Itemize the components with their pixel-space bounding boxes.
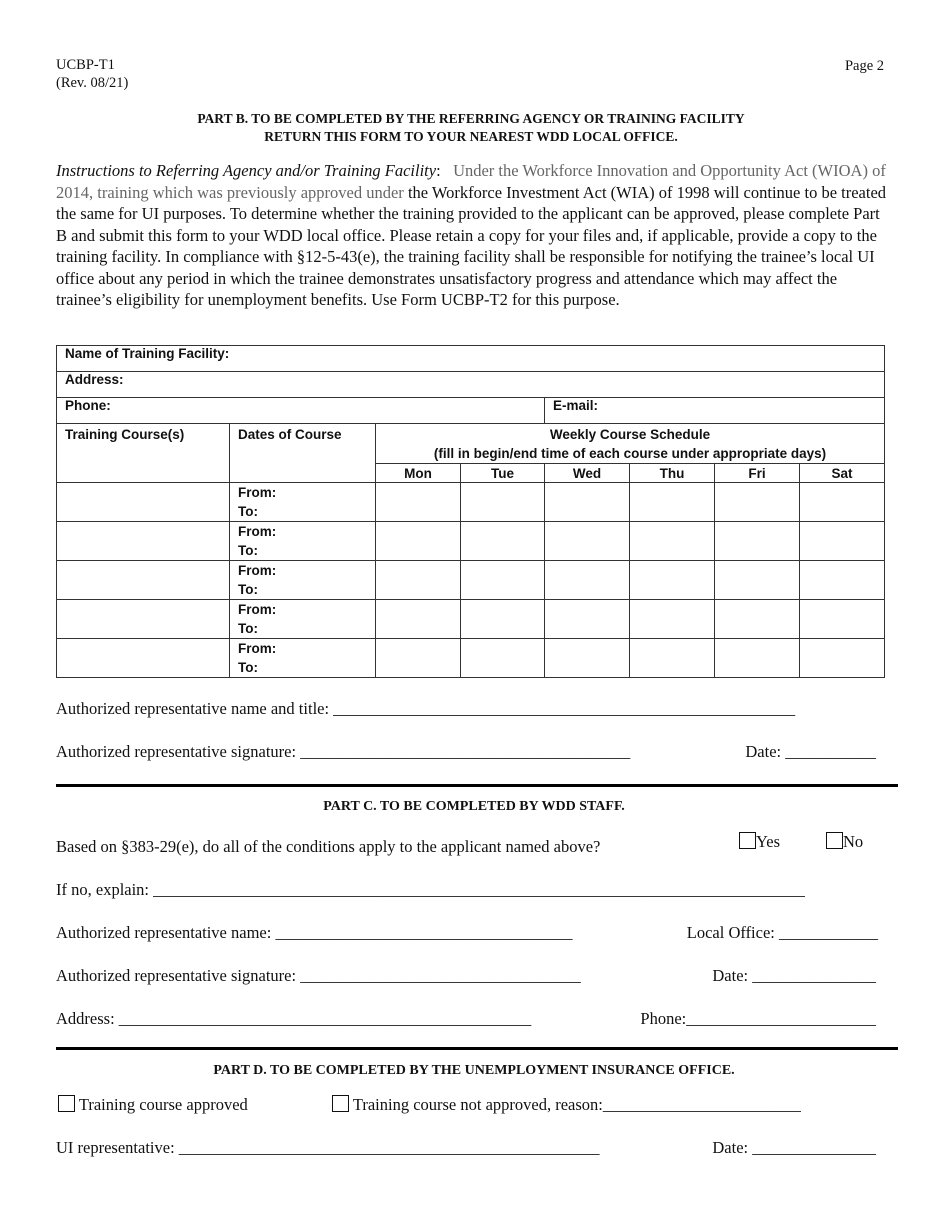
fri-cell[interactable] bbox=[715, 561, 800, 600]
thu-cell[interactable] bbox=[630, 600, 715, 639]
address-field[interactable] bbox=[57, 372, 885, 398]
form-id bbox=[56, 56, 128, 92]
email-field[interactable] bbox=[545, 398, 885, 424]
sat-cell[interactable] bbox=[800, 522, 885, 561]
wed-cell[interactable] bbox=[545, 522, 630, 561]
sat-cell[interactable] bbox=[800, 600, 885, 639]
course-row bbox=[57, 561, 885, 600]
fri-cell[interactable] bbox=[715, 522, 800, 561]
schedule-title: Weekly Course Schedule bbox=[549, 427, 711, 442]
phone-label: Phone: bbox=[65, 398, 111, 413]
part-d-title: PART D. TO BE COMPLETED BY THE UNEMPLOYMENT INSURANCE OFFICE. bbox=[213, 1063, 735, 1078]
local-office-field[interactable]: Local Office: ____________ bbox=[686, 923, 878, 942]
fri-cell[interactable] bbox=[715, 483, 800, 522]
yes-checkbox[interactable] bbox=[739, 832, 756, 849]
training-facility-table bbox=[56, 345, 885, 678]
not-approved-checkbox[interactable] bbox=[332, 1095, 349, 1112]
mon-cell[interactable] bbox=[376, 639, 461, 678]
part-c-rep-signature-field[interactable]: Authorized representative signature: __________________________________ bbox=[56, 966, 581, 985]
wed-cell[interactable] bbox=[545, 483, 630, 522]
thu-cell[interactable] bbox=[630, 561, 715, 600]
mon-cell[interactable] bbox=[376, 600, 461, 639]
yes-label: Yes bbox=[756, 832, 781, 851]
to-label: To: bbox=[238, 582, 258, 597]
course-header-label: Training Course(s) bbox=[65, 427, 185, 442]
course-dates-cell[interactable] bbox=[230, 639, 376, 678]
no-checkbox[interactable] bbox=[826, 832, 843, 849]
ui-rep-row bbox=[56, 1138, 886, 1158]
approval-row bbox=[56, 1095, 886, 1115]
from-label: From: bbox=[238, 485, 277, 500]
tue-cell[interactable] bbox=[461, 561, 545, 600]
fri-cell[interactable] bbox=[715, 639, 800, 678]
course-dates-cell[interactable] bbox=[230, 561, 376, 600]
rep-signature-line bbox=[56, 742, 886, 762]
part-b-instructions: Instructions to Referring Agency and/or Training Facility: Under the Workforce Innovation and Opportunity Act (WIOA) of 2014, training which was previously approved under the Workforce Investment Act (WIA) of 1998 will continue to be treated the same for UI purposes. To determine whether the training provided to the applicant can be approved, please complete Part B and submit this form to your WDD local office. Please retain a copy for your files and, if applicable, provide a copy to the training facility. In compliance with §12-5-43(e), the training facility shall be responsible for notifying the trainee’s local UI office about any period in which the trainee demonstrates unsatisfactory progress and attendance which may affect the trainee’s eligibility for unemployment benefits. Use Form UCBP-T2 for this purpose. bbox=[56, 161, 887, 309]
section-divider bbox=[56, 784, 898, 787]
schedule-header bbox=[376, 424, 885, 464]
to-label: To: bbox=[238, 660, 258, 675]
section-divider bbox=[56, 1047, 898, 1050]
course-row bbox=[57, 600, 885, 639]
rep-signature-row bbox=[56, 966, 886, 986]
thu-cell[interactable] bbox=[630, 639, 715, 678]
course-dates-cell[interactable] bbox=[230, 600, 376, 639]
part-c-address-field[interactable]: Address: __________________________________________________ bbox=[56, 1009, 532, 1028]
from-label: From: bbox=[238, 602, 277, 617]
fri-cell[interactable] bbox=[715, 600, 800, 639]
conditions-question: Based on §383-29(e), do all of the conditions apply to the applicant named above? bbox=[56, 837, 601, 856]
to-label: To: bbox=[238, 504, 258, 519]
explain-field[interactable]: If no, explain: _______________________________________________________________________________ bbox=[56, 880, 805, 899]
approved-option[interactable] bbox=[58, 1095, 248, 1114]
part-b-title bbox=[56, 110, 886, 146]
part-b-title-line2: RETURN THIS FORM TO YOUR NEAREST WDD LOCAL OFFICE. bbox=[264, 129, 678, 144]
part-c-date-field[interactable]: Date: _______________ bbox=[712, 966, 876, 985]
course-name-cell[interactable] bbox=[57, 600, 230, 639]
rep-name-title-line[interactable]: Authorized representative name and title: ________________________________________________________ bbox=[56, 699, 796, 718]
approved-label: Training course approved bbox=[78, 1095, 248, 1114]
form-revision: (Rev. 08/21) bbox=[56, 75, 129, 91]
course-name-cell[interactable] bbox=[57, 483, 230, 522]
address-phone-row bbox=[56, 1009, 886, 1029]
rep-name-row bbox=[56, 923, 886, 943]
course-row bbox=[57, 522, 885, 561]
from-label: From: bbox=[238, 563, 277, 578]
tue-cell[interactable] bbox=[461, 639, 545, 678]
thu-cell[interactable] bbox=[630, 483, 715, 522]
part-b-date-field[interactable]: Date: ___________ bbox=[745, 742, 876, 761]
not-approved-label: Training course not approved, reason:________________________ bbox=[352, 1095, 801, 1114]
yes-option[interactable] bbox=[739, 832, 780, 852]
from-label: From: bbox=[238, 641, 277, 656]
sat-cell[interactable] bbox=[800, 483, 885, 522]
course-dates-cell[interactable] bbox=[230, 483, 376, 522]
course-row bbox=[57, 483, 885, 522]
part-d-date-field[interactable]: Date: _______________ bbox=[712, 1138, 876, 1157]
day-fri: Fri bbox=[715, 464, 800, 483]
dates-header bbox=[230, 424, 376, 483]
part-c-phone-field[interactable]: Phone:_______________________ bbox=[640, 1009, 876, 1028]
phone-field[interactable] bbox=[57, 398, 545, 424]
instructions-grey-text: Under the Workforce Innovation and Opportunity Act (WIOA) of 2014, training which was previously approved under bbox=[56, 161, 886, 202]
to-label: To: bbox=[238, 621, 258, 636]
tue-cell[interactable] bbox=[461, 522, 545, 561]
course-name-cell[interactable] bbox=[57, 561, 230, 600]
instructions-label: Instructions to Referring Agency and/or Training Facility bbox=[56, 161, 437, 180]
mon-cell[interactable] bbox=[376, 522, 461, 561]
part-b-title-line1: PART B. TO BE COMPLETED BY THE REFERRING AGENCY OR TRAINING FACILITY bbox=[197, 111, 745, 126]
course-name-cell[interactable] bbox=[57, 522, 230, 561]
facility-name-label: Name of Training Facility: bbox=[65, 346, 230, 361]
to-label: To: bbox=[238, 543, 258, 558]
day-mon: Mon bbox=[376, 464, 461, 483]
no-option[interactable] bbox=[826, 832, 863, 852]
instructions-text: the Workforce Investment Act (WIA) of 1998 will continue to be treated the same for UI purposes. To determine whether the training provided to the applicant can be approved, please complete Part B and submit this form to your WDD local office. Please retain a copy for your files and, if applicable, provide a copy to the training facility. In compliance with §12-5-43(e), the training facility shall be responsible for notifying the trainee’s local UI office about any period in which the trainee demonstrates unsatisfactory progress and attendance which may affect the trainee’s eligibility for unemployment benefits. Use Form UCBP-T2 for this purpose. bbox=[56, 182, 887, 309]
course-name-cell[interactable] bbox=[57, 639, 230, 678]
approved-checkbox[interactable] bbox=[58, 1095, 75, 1112]
tue-cell[interactable] bbox=[461, 600, 545, 639]
no-label: No bbox=[843, 832, 864, 851]
sat-cell[interactable] bbox=[800, 639, 885, 678]
ui-representative-field[interactable]: UI representative: ___________________________________________________ bbox=[56, 1138, 600, 1157]
from-label: From: bbox=[238, 524, 277, 539]
mon-cell[interactable] bbox=[376, 561, 461, 600]
email-label: E-mail: bbox=[553, 398, 599, 413]
day-thu: Thu bbox=[630, 464, 715, 483]
page-number: Page 2 bbox=[844, 58, 884, 74]
day-tue: Tue bbox=[461, 464, 545, 483]
dates-header-label: Dates of Course bbox=[238, 427, 342, 442]
schedule-subtitle: (fill in begin/end time of each course under appropriate days) bbox=[433, 446, 827, 461]
rep-signature-field[interactable]: Authorized representative signature: ________________________________________ bbox=[56, 742, 631, 761]
tue-cell[interactable] bbox=[461, 483, 545, 522]
form-number: UCBP-T1 bbox=[56, 57, 115, 73]
part-c-rep-name-field[interactable]: Authorized representative name: ____________________________________ bbox=[56, 923, 573, 942]
course-header bbox=[57, 424, 230, 483]
not-approved-option[interactable] bbox=[332, 1095, 801, 1115]
wed-cell[interactable] bbox=[545, 600, 630, 639]
day-wed: Wed bbox=[545, 464, 630, 483]
mon-cell[interactable] bbox=[376, 483, 461, 522]
thu-cell[interactable] bbox=[630, 522, 715, 561]
course-row bbox=[57, 639, 885, 678]
conditions-question-row bbox=[56, 832, 886, 857]
sat-cell[interactable] bbox=[800, 561, 885, 600]
wed-cell[interactable] bbox=[545, 561, 630, 600]
day-sat: Sat bbox=[800, 464, 885, 483]
course-dates-cell[interactable] bbox=[230, 522, 376, 561]
wed-cell[interactable] bbox=[545, 639, 630, 678]
address-label: Address: bbox=[65, 372, 124, 387]
part-c-title: PART C. TO BE COMPLETED BY WDD STAFF. bbox=[323, 799, 625, 814]
facility-name-field[interactable] bbox=[57, 346, 885, 372]
